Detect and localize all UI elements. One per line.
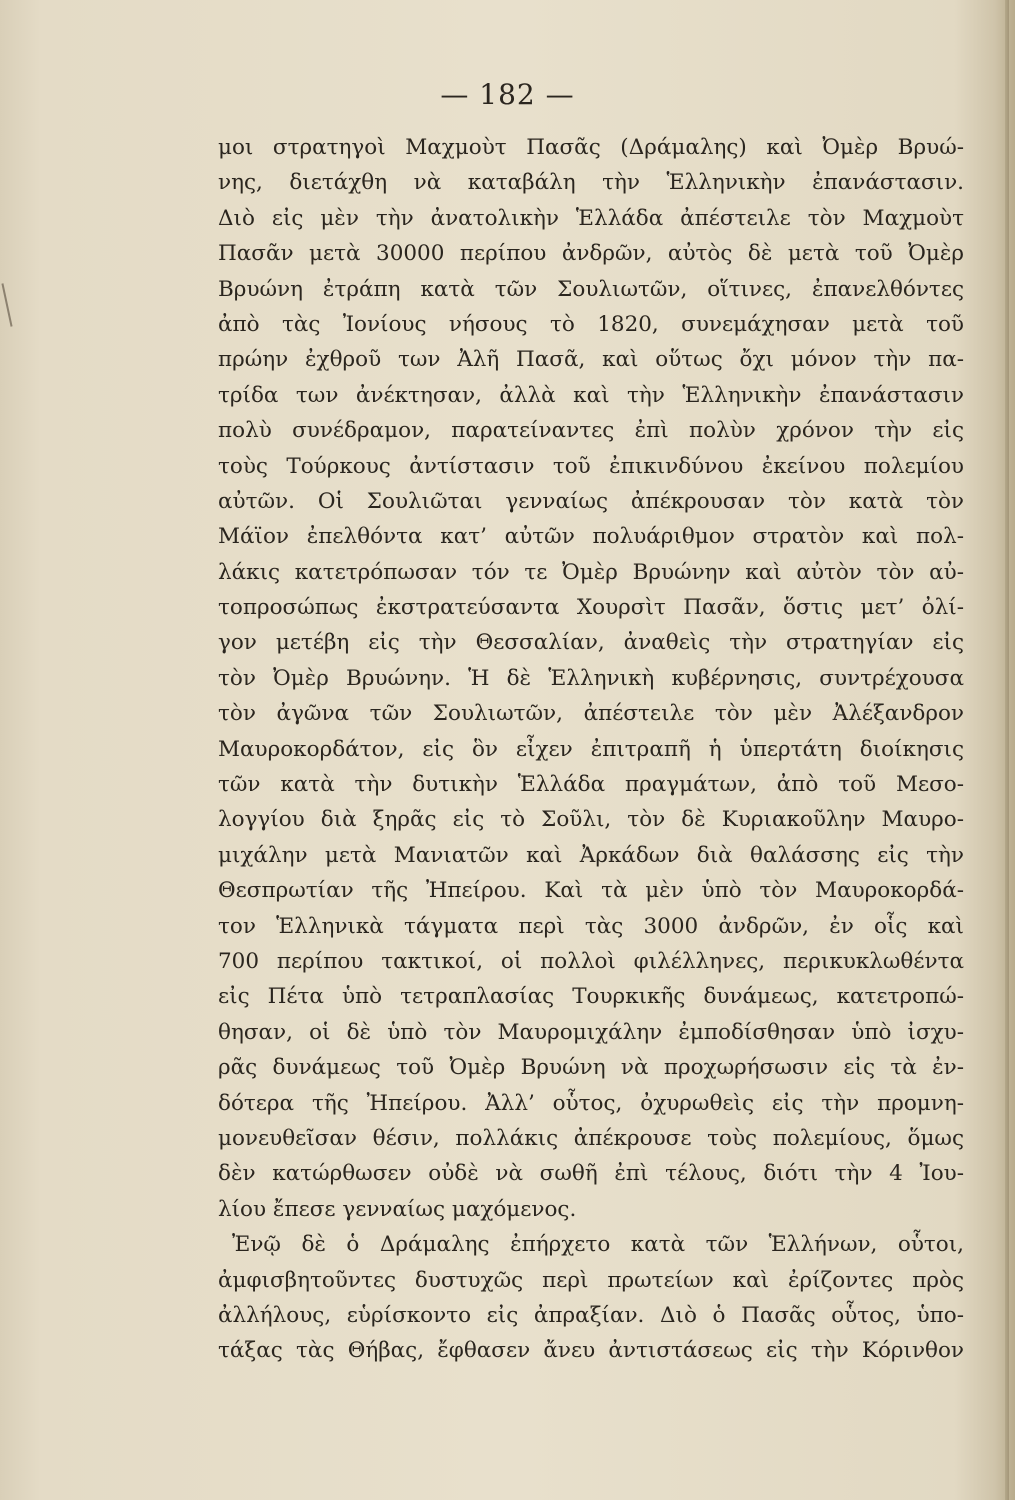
text-line: μονευθεῖσαν θέσιν, πολλάκις ἀπέκρουσε τοὺς πολεμίους, ὅμως bbox=[218, 1125, 964, 1151]
text-line: δὲν κατώρθωσεν οὐδὲ νὰ σωθῆ ἐπὶ τέλους, διότι τὴν 4 Ἰου- bbox=[218, 1161, 964, 1187]
text-line: ἀπὸ τὰς Ἰονίους νήσους τὸ 1820, συνεμάχησαν μετὰ τοῦ bbox=[218, 311, 964, 337]
text-line: Βρυώνη ἐτράπη κατὰ τῶν Σουλιωτῶν, οἵτινες, ἐπανελθόντες bbox=[218, 276, 964, 302]
page-number: — 182 — bbox=[440, 78, 575, 111]
text-line: λογγίου διὰ ξηρᾶς εἰς τὸ Σοῦλι, τὸν δὲ Κυριακοῦλην Μαυρο- bbox=[218, 807, 964, 833]
text-line: Μαυροκορδάτον, εἰς ὃν εἶχεν ἐπιτραπῆ ἡ ὑπερτάτη διοίκησις bbox=[218, 736, 964, 762]
text-line: Θεσπρωτίαν τῆς Ἠπείρου. Καὶ τὰ μὲν ὑπὸ τὸν Μαυροκορδά- bbox=[218, 878, 964, 904]
text-line: πρώην ἐχθροῦ των Ἀλῆ Πασᾶ, καὶ οὕτως ὄχι μόνον τὴν πα- bbox=[218, 347, 964, 373]
page-edge-shadow bbox=[1005, 0, 1009, 1500]
paragraph-start-line: Ἐνῷ δὲ ὁ Δράμαλης ἐπήρχετο κατὰ τῶν Ἑλλήνων, οὗτοι, bbox=[232, 1232, 964, 1258]
text-line: πολὺ συνέδραμον, παρατείναντες ἐπὶ πολὺν χρόνον τὴν εἰς bbox=[218, 418, 964, 444]
text-line: τρίδα των ἀνέκτησαν, ἀλλὰ καὶ τὴν Ἑλληνικὴν ἐπανάστασιν bbox=[218, 382, 964, 408]
text-line: τοπροσώπως ἐκστρατεύσαντα Χουρσὶτ Πασᾶν, ὅστις μετ’ ὀλί- bbox=[218, 595, 964, 621]
text-line: νης, διετάχθη νὰ καταβάλη τὴν Ἑλληνικὴν ἐπανάστασιν. bbox=[218, 170, 964, 196]
text-line: θησαν, οἱ δὲ ὑπὸ τὸν Μαυρομιχάλην ἐμποδίσθησαν ὑπὸ ἰσχυ- bbox=[218, 1019, 964, 1045]
text-line: τάξας τὰς Θήβας, ἔφθασεν ἄνευ ἀντιστάσεως εἰς τὴν Κόρινθον bbox=[218, 1338, 964, 1364]
text-line: τῶν κατὰ τὴν δυτικὴν Ἑλλάδα πραγμάτων, ἀπὸ τοῦ Μεσο- bbox=[218, 772, 964, 798]
text-line: τοὺς Τούρκους ἀντίστασιν τοῦ ἐπικινδύνου ἐκείνου πολεμίου bbox=[218, 453, 964, 479]
text-line: τὸν ἀγῶνα τῶν Σουλιωτῶν, ἀπέστειλε τὸν μὲν Ἀλέξανδρον bbox=[218, 701, 964, 727]
text-line: ρᾶς δυνάμεως τοῦ Ὀμὲρ Βρυώνη νὰ προχωρήσωσιν εἰς τὰ ἐν- bbox=[218, 1055, 964, 1081]
body-text bbox=[218, 130, 964, 1369]
text-line: ἀμφισβητοῦντες δυστυχῶς περὶ πρωτείων καὶ ἐρίζοντες πρὸς bbox=[218, 1267, 964, 1293]
text-line: Μάϊον ἐπελθόντα κατ’ αὐτῶν πολυάριθμον στρατὸν καὶ πολ- bbox=[218, 524, 964, 550]
text-line: μιχάλην μετὰ Μανιατῶν καὶ Ἀρκάδων διὰ θαλάσσης εἰς τὴν bbox=[218, 842, 964, 868]
text-line: Διὸ εἰς μὲν τὴν ἀνατολικὴν Ἑλλάδα ἀπέστειλε τὸν Μαχμοὺτ bbox=[218, 205, 964, 231]
text-line: 700 περίπου τακτικοί, οἱ πολλοὶ φιλέλληνες, περικυκλωθέντα bbox=[218, 948, 964, 974]
text-line: δότερα τῆς Ἠπείρου. Ἀλλ’ οὗτος, ὀχυρωθεὶς εἰς τὴν προμνη- bbox=[218, 1090, 964, 1116]
text-line: αὐτῶν. Οἱ Σουλιῶται γενναίως ἀπέκρουσαν τὸν κατὰ τὸν bbox=[218, 488, 964, 514]
text-line: λάκις κατετρόπωσαν τόν τε Ὀμὲρ Βρυώνην καὶ αὐτὸν τὸν αὐ- bbox=[218, 559, 964, 585]
text-line: Πασᾶν μετὰ 30000 περίπου ἀνδρῶν, αὐτὸς δὲ μετὰ τοῦ Ὀμὲρ bbox=[218, 241, 964, 267]
text-line: ἀλλήλους, εὑρίσκοντο εἰς ἀπραξίαν. Διὸ ὁ Πασᾶς οὗτος, ὑπο- bbox=[218, 1302, 964, 1328]
text-line: μοι στρατηγοὶ Μαχμοὺτ Πασᾶς (Δράμαλης) καὶ Ὀμὲρ Βρυώ- bbox=[218, 135, 964, 160]
text-line: τον Ἑλληνικὰ τάγματα περὶ τὰς 3000 ἀνδρῶν, ἐν οἷς καὶ bbox=[218, 913, 964, 939]
text-line: λίου ἔπεσε γενναίως μαχόμενος. bbox=[218, 1196, 577, 1222]
text-line: εἰς Πέτα ὑπὸ τετραπλασίας Τουρκικῆς δυνάμεως, κατετροπώ- bbox=[218, 984, 964, 1010]
text-line: τὸν Ὀμὲρ Βρυώνην. Ἡ δὲ Ἑλληνικὴ κυβέρνησις, συντρέχουσα bbox=[218, 665, 964, 691]
margin-pencil-mark bbox=[1, 283, 12, 326]
text-line: γον μετέβη εἰς τὴν Θεσσαλίαν, ἀναθεὶς τὴν στρατηγίαν εἰς bbox=[218, 630, 964, 656]
